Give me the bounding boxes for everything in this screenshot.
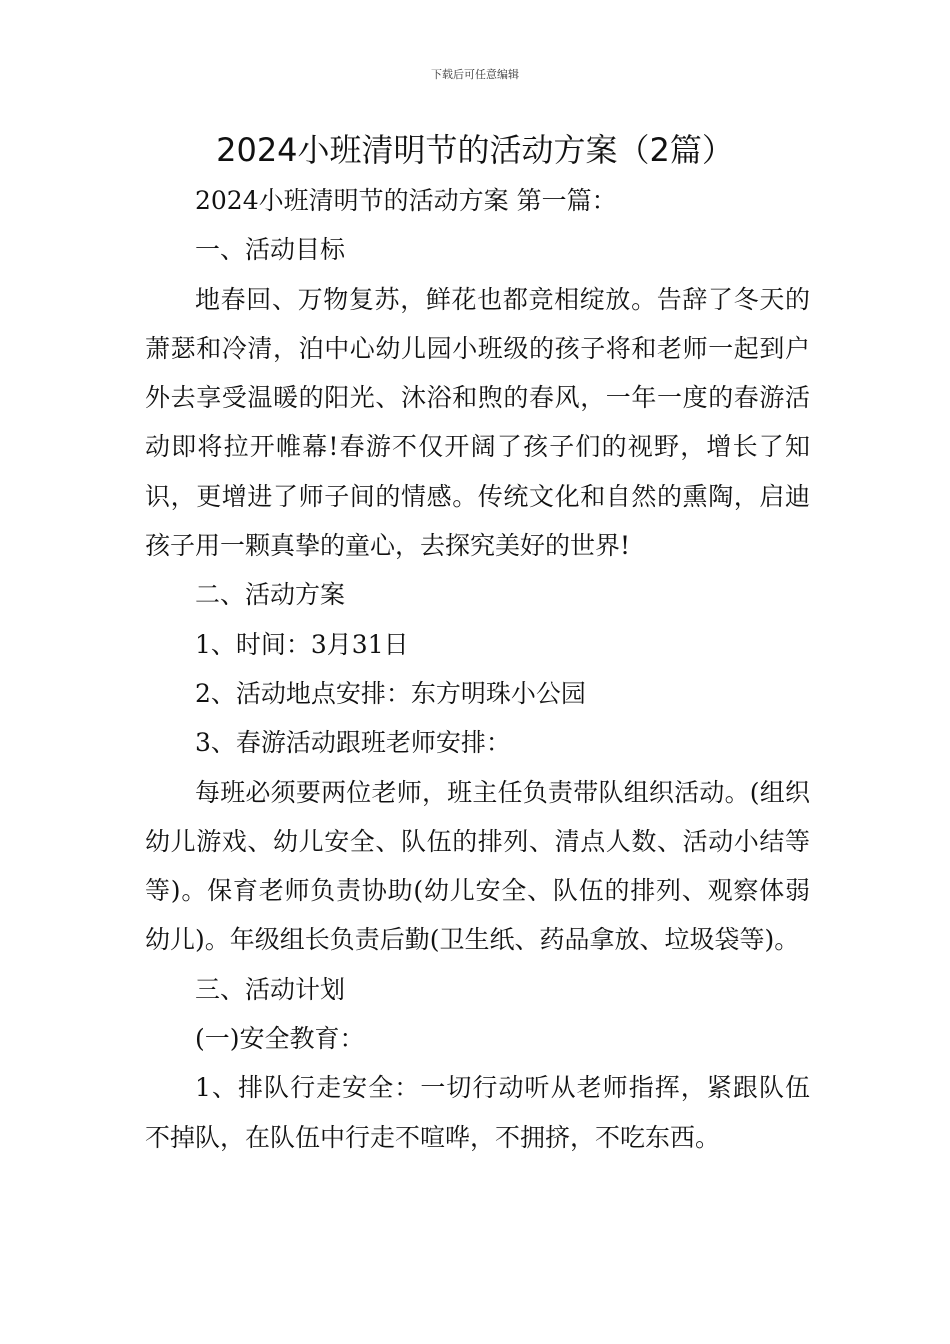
section-subtitle: 2024小班清明节的活动方案 第一篇： <box>195 186 617 215</box>
document-title: 2024小班清明节的活动方案（2篇） <box>216 131 734 169</box>
paragraph-teacher-duties: 每班必须要两位老师，班主任负责带队组织活动。(组织幼儿游戏、幼儿安全、队伍的排列、清点人数、活动小结等等)。保育老师负责协助(幼儿安全、队伍的排列、观察体弱幼儿)。年级组长负责后勤(卫生纸、药品拿放、垃圾袋等)。 <box>145 777 810 955</box>
document-body <box>145 176 810 1162</box>
plan-item-teachers: 3、春游活动跟班老师安排： <box>195 728 511 758</box>
section-heading-plan: 二、活动方案 <box>195 580 346 610</box>
paragraph-goals: 地春回、万物复苏，鲜花也都竞相绽放。告辞了冬天的萧瑟和冷清，泊中心幼儿园小班级的孩子将和老师一起到户外去享受温暖的阳光、沐浴和煦的春风，一年一度的春游活动即将拉开帷幕!春游不仅开阔了孩子们的视野，增长了知识，更增进了师子间的情感。传统文化和自然的熏陶，启迪孩子用一颗真挚的童心，去探究美好的世界! <box>145 284 810 561</box>
plan-item-time: 1、时间：3月31日 <box>195 629 409 659</box>
section-heading-goals: 一、活动目标 <box>195 235 346 265</box>
plan-item-location: 2、活动地点安排：东方明珠小公园 <box>195 678 586 708</box>
section-heading-schedule: 三、活动计划 <box>195 974 346 1004</box>
header-note: 下载后可任意编辑 <box>431 68 519 81</box>
safety-item-walking: 1、排队行走安全：一切行动听从老师指挥，紧跟队伍不掉队，在队伍中行走不喧哗，不拥挤，不吃东西。 <box>145 1073 810 1152</box>
subsection-heading-safety: (一)安全教育： <box>195 1024 365 1054</box>
